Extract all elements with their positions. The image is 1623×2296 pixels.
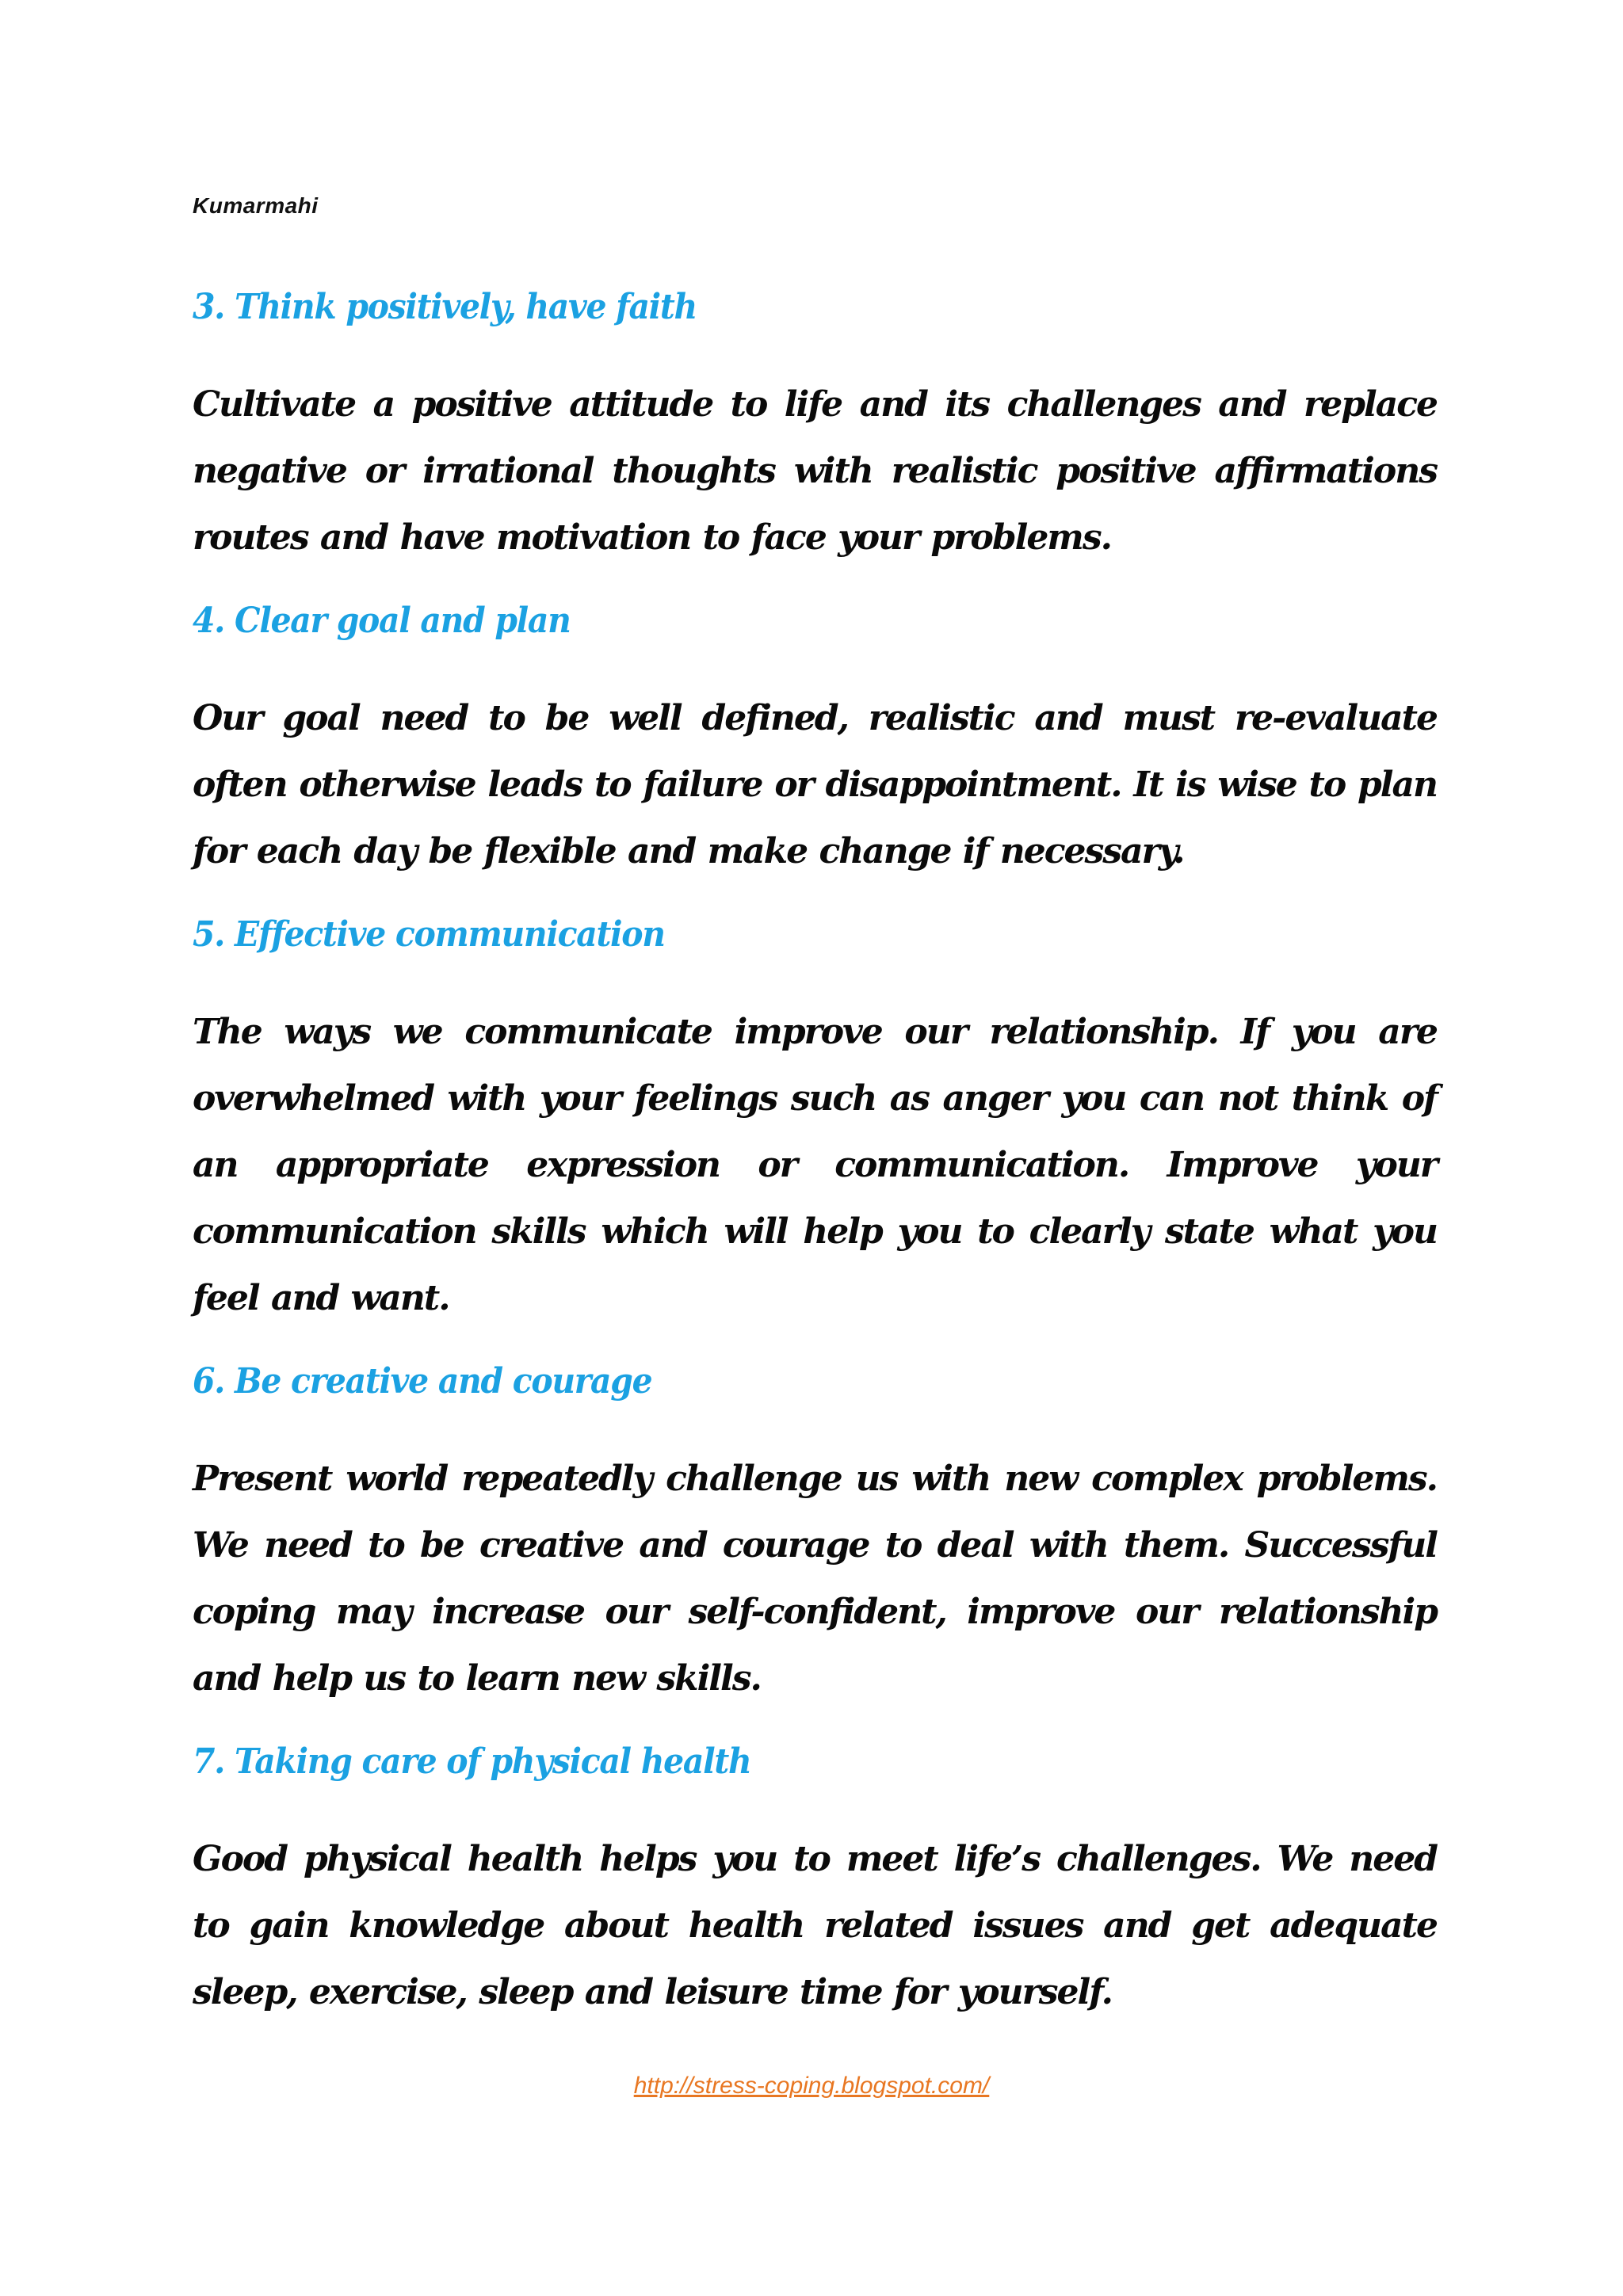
section-heading: 5. Effective communication <box>193 914 665 955</box>
section-think-positively <box>193 281 1437 571</box>
page-content <box>193 281 1437 2050</box>
section-body: Good physical health helps you to meet life’s challenges. We need to gain knowledge about health related issues and get adequate sleep, exercise, sleep and leisure time for yourself. <box>193 1839 1437 2012</box>
section-physical-health <box>193 1736 1437 2026</box>
section-effective-communication <box>193 909 1437 1332</box>
section-heading: 4. Clear goal and plan <box>193 601 571 641</box>
section-body: Cultivate a positive attitude to life and its challenges and replace negative or irrational thoughts with realistic positive affirmations routes and have motivation to face your problems. <box>193 384 1437 558</box>
section-heading: 7. Taking care of physical health <box>193 1741 751 1782</box>
section-be-creative <box>193 1356 1437 1712</box>
section-body: Present world repeatedly challenge us with new complex problems. We need to be creative and courage to deal with them. Successful coping may increase our self-confident, improve our relationship and help us to learn new skills. <box>193 1459 1437 1699</box>
section-body: The ways we communicate improve our relationship. If you are overwhelmed with your feelings such as anger you can not think of an appropriate expression or communication. Improve your communication skills which will help you to clearly state what you feel and want. <box>193 1012 1437 1318</box>
section-heading: 6. Be creative and courage <box>193 1361 652 1402</box>
section-clear-goal <box>193 595 1437 885</box>
section-heading: 3. Think positively, have faith <box>193 287 697 327</box>
header-author: Kumarmahi <box>193 193 319 218</box>
section-body: Our goal need to be well defined, realistic and must re-evaluate often otherwise leads to failure or disappointment. It is wise to plan for each day be flexible and make change if necessary. <box>193 698 1437 871</box>
footer-blog-link[interactable]: http://stress-coping.blogspot.com/ <box>633 2073 990 2099</box>
